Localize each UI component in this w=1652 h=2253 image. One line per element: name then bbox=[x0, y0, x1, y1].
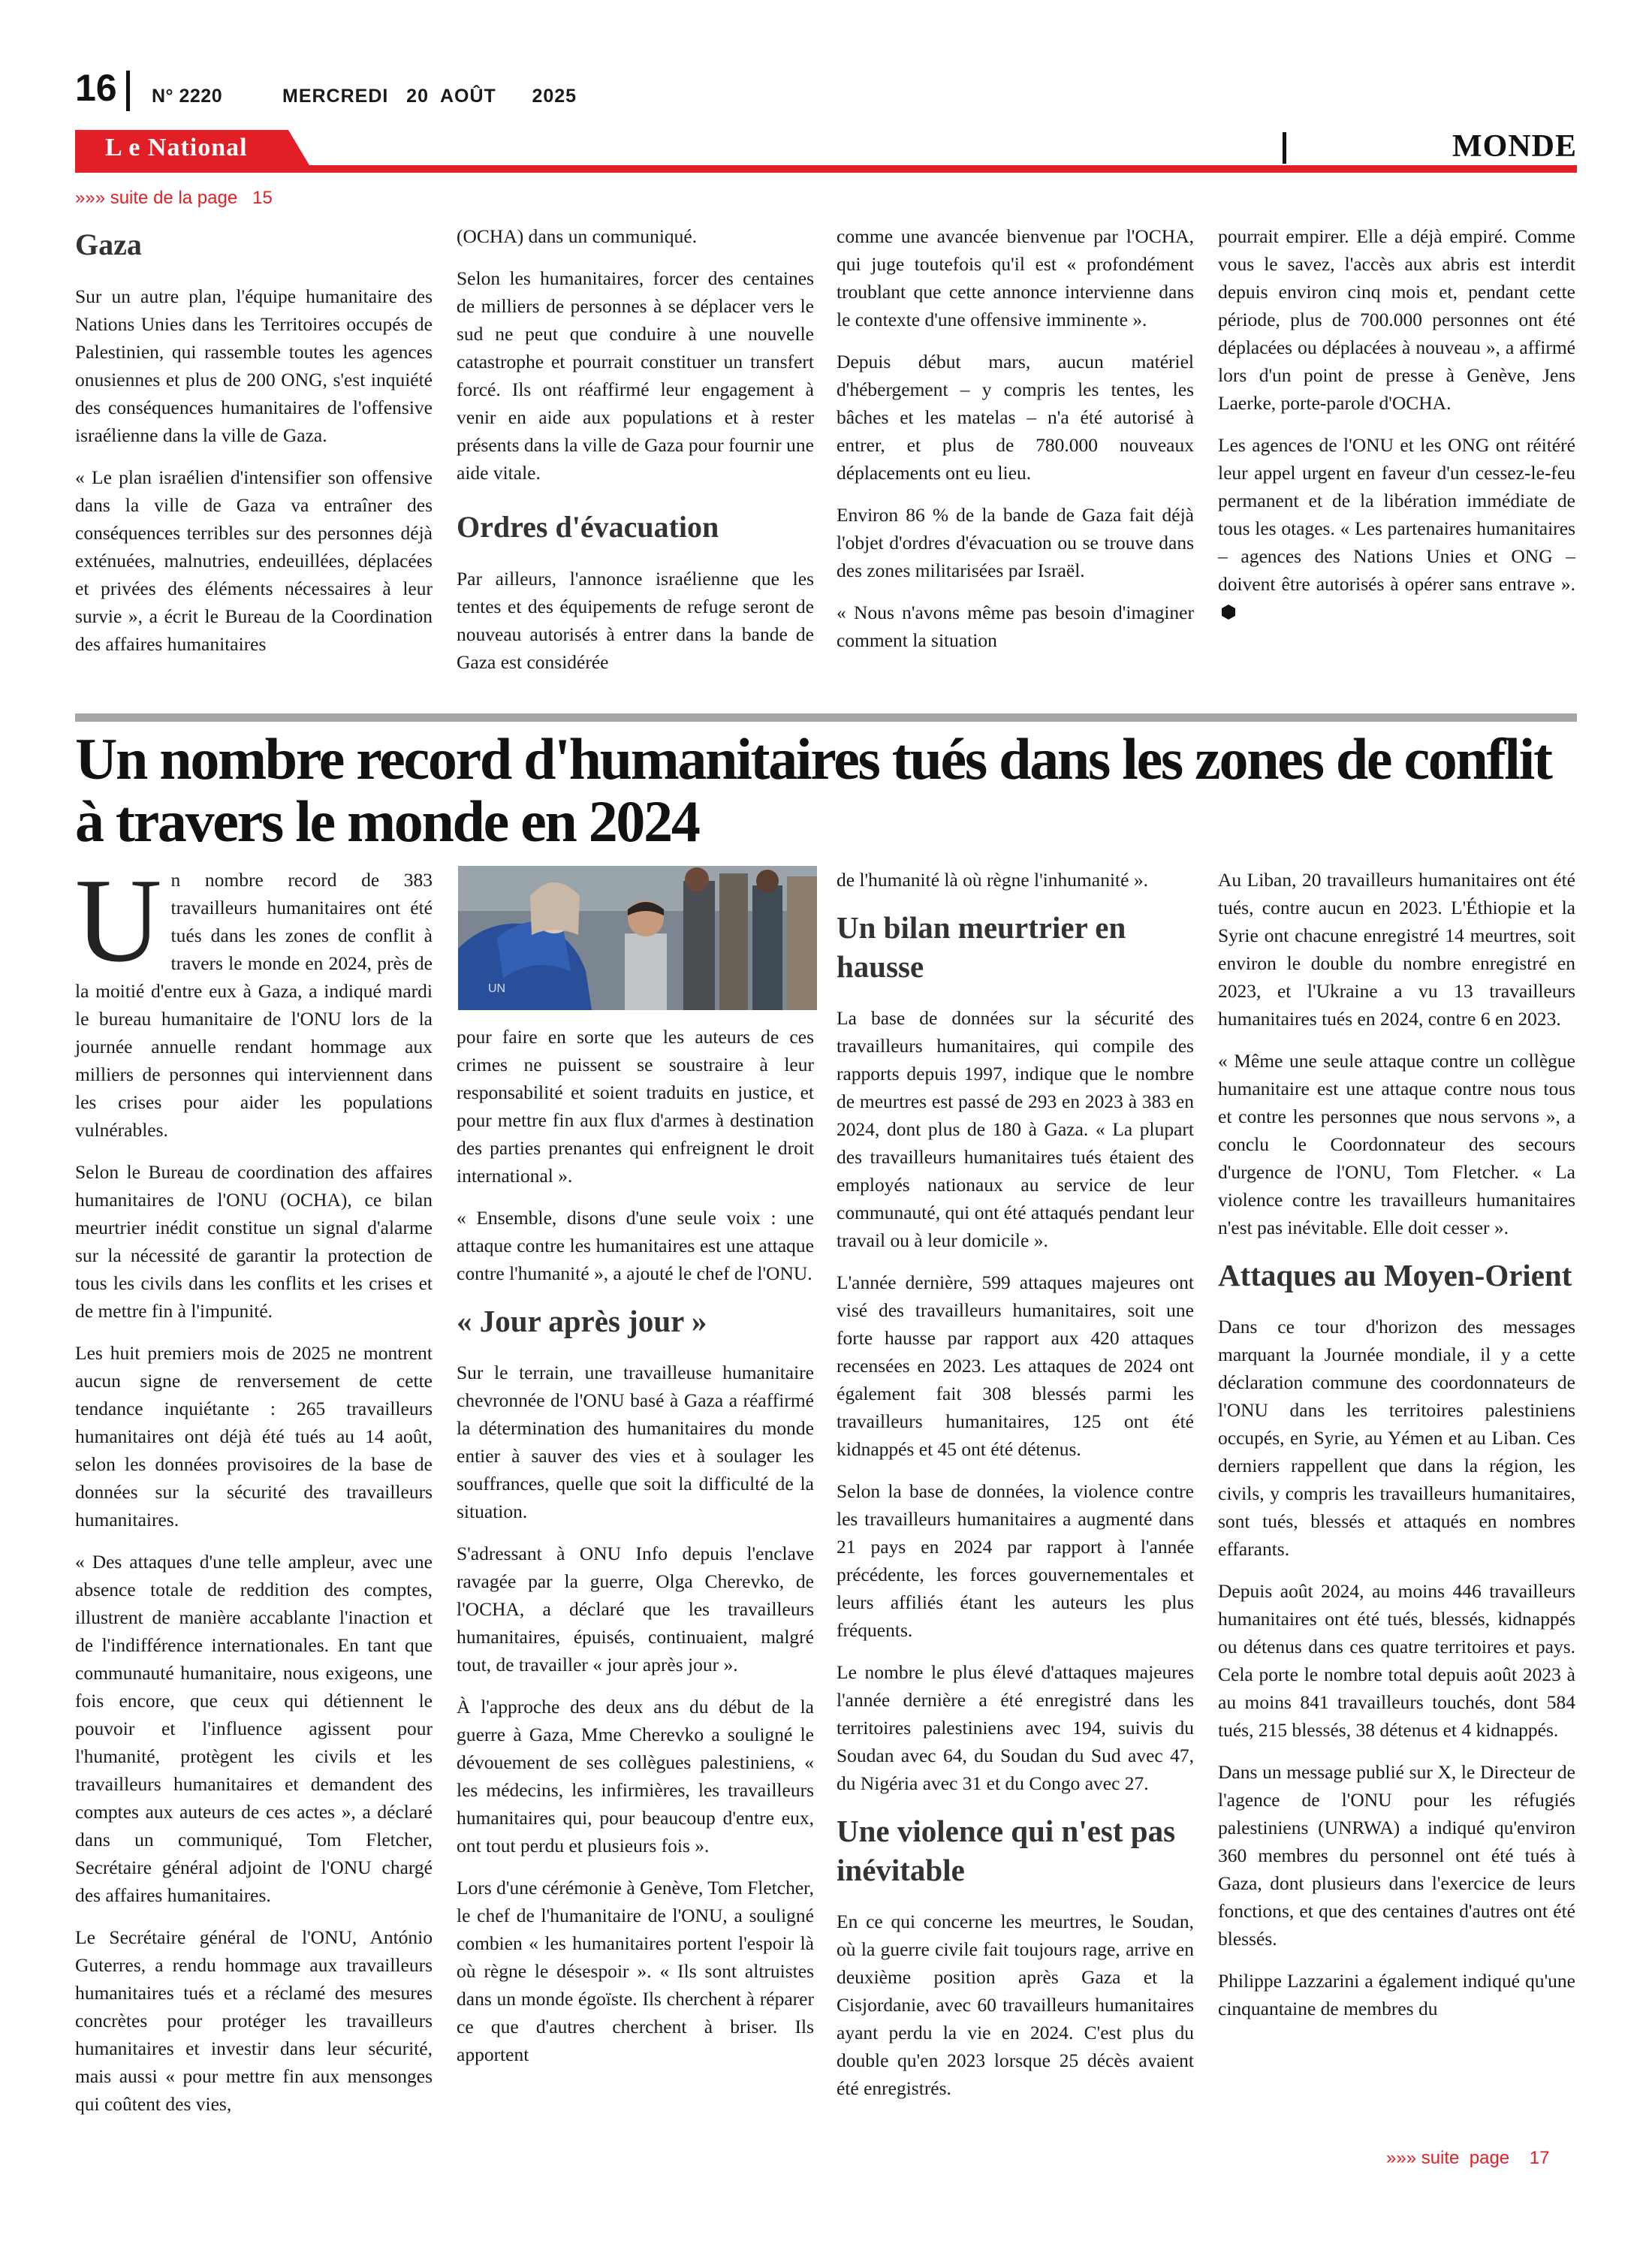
paragraph: S'adressant à ONU Info depuis l'enclave ravagée par la guerre, Olga Cherevko, de l'OCHA, a déclaré que les travailleurs humanitaires, épuisés, continuaient, malgré tout, de travailler « jour après jour ». bbox=[457, 1543, 814, 1675]
lead-text: n nombre record de 383 travailleurs humanitaires ont été tués dans les zones de conflit à travers le monde en 2024, près de la moitié d'entre eux à Gaza, a indiqué mardi le bureau humanitaire de l'ONU lors de la journée annuelle rendant hommage aux milliers de personnes qui interviennent dans les crises pour aider les populations vulnérables. bbox=[75, 869, 433, 1141]
bilan-heading: Un bilan meurtrier en hausse bbox=[837, 910, 1126, 984]
paragraph: L'année dernière, 599 attaques majeures ont visé des travailleurs humanitaires, soit une forte hausse par rapport aux 420 attaques recensées en 2023. Les attaques de 2024 ont également fait 308 blessés parmi les travailleurs humanitaires, 125 ont été kidnappés et 45 ont été détenus. bbox=[837, 1271, 1194, 1460]
continued-from: »»» suite de la page 15 bbox=[75, 188, 273, 208]
main-article-col-4 bbox=[1218, 866, 1575, 2037]
top-article-col-1 bbox=[75, 225, 433, 672]
evacuation-heading: Ordres d'évacuation bbox=[457, 510, 719, 544]
brand-name: L e National bbox=[105, 134, 248, 161]
paragraph: La base de données sur la sécurité des travailleurs humanitaires, qui compile des rapports depuis 1997, indique que le nombre de meurtres est passé de 293 en 2023 à 383 en 2024, dont plus de 180 à Gaza. « La plupart des travailleurs humanitaires tués étaient des employés nationaux au service de leur communauté, qui ont été attaqués pendant leur travail ou à leur domicile ». bbox=[837, 1007, 1194, 1251]
header-divider bbox=[126, 71, 130, 111]
article-separator bbox=[75, 713, 1577, 722]
paragraph-text: Les agences de l'ONU et les ONG ont réitéré leur appel urgent en faveur d'un cessez-le-feu permanent et de la libération immédiate de tous les otages. « Les partenaires humanitaires – agences des Nations Unies et ONG – doivent être autorisés à opérer sans entrave ». bbox=[1218, 434, 1575, 595]
moyen-orient-heading: Attaques au Moyen-Orient bbox=[1218, 1258, 1572, 1292]
paragraph: Selon les humanitaires, forcer des centaines de milliers de personnes à se déplacer vers le sud ne peut que conduire à une nouvelle catastrophe et pourrait constituer un transfert forcé. Ils ont réaffirmé leur engagement à venir en aide aux populations et à rester présents dans la ville de Gaza pour fournir une aide vitale. bbox=[457, 267, 814, 484]
top-article-col-3 bbox=[837, 222, 1194, 668]
paragraph: Le nombre le plus élevé d'attaques majeures l'année dernière a été enregistré dans les territoires palestiniens avec 194, suivis du Soudan avec 64, du Soudan du Sud avec 47, du Nigéria avec 31 et du Congo avec 27. bbox=[837, 1661, 1194, 1794]
main-headline: Un nombre record d'humanitaires tués dans les zones de conflit à travers le monde en 2024 bbox=[75, 726, 1551, 854]
header-rule bbox=[75, 165, 1577, 173]
paragraph: « Des attaques d'une telle ampleur, avec une absence totale de reddition des comptes, illustrent de manière accablante l'inaction et de l'indifférence internationales. En tant que communauté humanitaire, nous exigeons, une fois encore, que ceux qui détiennent le pouvoir et l'influence agissent pour l'humanité, protègent les civils et les travailleurs humanitaires et demandent des comptes aux auteurs de ces actes », a déclaré dans un communiqué, Tom Fletcher, Secrétaire général adjoint de l'ONU chargé des affaires humanitaires. bbox=[75, 1551, 433, 1906]
paragraph: pour faire en sorte que les auteurs de ces crimes ne puissent se soustraire à leur responsabilité et soient traduits en justice, et pour mettre fin aux flux d'armes à destination des parties prenantes qui enfreignent le droit international ». bbox=[457, 1026, 814, 1187]
main-article-col-1 bbox=[75, 853, 433, 2132]
section-title: MONDE bbox=[1452, 129, 1577, 164]
lead-paragraph bbox=[75, 853, 433, 1144]
main-article-col-3 bbox=[837, 866, 1194, 2116]
article-photo bbox=[458, 866, 817, 1010]
top-article-col-4 bbox=[1218, 222, 1575, 640]
paragraph: de l'humanité là où règne l'inhumanité ». bbox=[837, 869, 1148, 891]
section-divider bbox=[1283, 132, 1286, 164]
paragraph: « Le plan israélien d'intensifier son offensive dans la ville de Gaza va entraîner des conséquences terribles sur des personnes déjà exténuées, malnutries, endeuillées, déplacées et privées des éléments nécessaires à leur survie », a écrit le Bureau de la Coordination des affaires humanitaires bbox=[75, 466, 433, 655]
paragraph bbox=[1218, 431, 1575, 626]
humanitarian-worker-photo bbox=[458, 866, 817, 1010]
paragraph: Lors d'une cérémonie à Genève, Tom Fletcher, le chef de l'humanitaire de l'ONU, a souligné combien « les humanitaires portent l'espoir là où règne le désespoir ». « Ils sont altruistes dans un monde égoïste. Ils cherchent à réparer ce que d'autres cherchent à briser. Ils apportent bbox=[457, 1877, 814, 2065]
paragraph: Dans ce tour d'horizon des messages marquant la Journée mondiale, il y a cette déclaration commune des coordonnateurs de l'ONU dans les territoires palestiniens occupés, en Syrie, au Yémen et au Liban. Ces derniers rappellent que dans la région, les civils, y compris les travailleurs humanitaires, sont tués, blessés et attaqués en nombres effarants. bbox=[1218, 1316, 1575, 1560]
paragraph: Le Secrétaire général de l'ONU, António Guterres, a rendu hommage aux travailleurs humanitaires tués et a réclamé des mesures concrètes pour protéger les travailleurs humanitaires et investir dans leur sécurité, mais aussi « pour mettre fin aux mensonges qui coûtent des vies, bbox=[75, 1926, 433, 2115]
issue-number: N° 2220 bbox=[152, 86, 223, 107]
paragraph: Sur un autre plan, l'équipe humanitaire des Nations Unies dans les Territoires occupés de Palestinien, qui rassemble toutes les agences onusiennes et plus de 200 ONG, s'est inquiété des conséquences humanitaires de l'offensive israélienne dans la ville de Gaza. bbox=[75, 285, 433, 446]
jour-apres-jour-heading: « Jour après jour » bbox=[457, 1304, 707, 1338]
continued-to: »»» suite page 17 bbox=[1386, 2148, 1550, 2168]
paragraph: comme une avancée bienvenue par l'OCHA, qui juge toutefois qu'il est « profondément troublant que cette annonce intervienne dans le contexte d'une offensive imminente ». bbox=[837, 225, 1194, 330]
main-article-col-2 bbox=[457, 1023, 814, 2083]
paragraph: (OCHA) dans un communiqué. bbox=[457, 225, 698, 247]
top-article-col-2 bbox=[457, 222, 814, 690]
paragraph: Philippe Lazzarini a également indiqué qu'une cinquantaine de membres du bbox=[1218, 1970, 1575, 2019]
paragraph: Selon le Bureau de coordination des affaires humanitaires de l'ONU (OCHA), ce bilan meurtrier inédit constitue un signal d'alarme sur la nécessité de garantir la protection de tous les civils dans les conflits et les crises et de mettre fin à l'impunité. bbox=[75, 1161, 433, 1322]
paragraph: Les huit premiers mois de 2025 ne montrent aucun signe de renversement de cette tendance inquiétante : 265 travailleurs humanitaires ont déjà été tués au 14 août, selon les données provisoires de la base de données sur la sécurité des travailleurs humanitaires. bbox=[75, 1342, 433, 1531]
end-mark-icon bbox=[1221, 605, 1236, 620]
paragraph: En ce qui concerne les meurtres, le Soudan, où la guerre civile fait toujours rage, arrive en deuxième position après Gaza et la Cisjordanie, avec 60 travailleurs humanitaires ayant perdu la vie en 2024. C'est plus du double qu'en 2023 lorsque 25 décès avaient été enregistrés. bbox=[837, 1911, 1194, 2099]
paragraph: pourrait empirer. Elle a déjà empiré. Comme vous le savez, l'accès aux abris est interdit depuis environ cinq mois et, pendant cette période, plus de 700.000 personnes ont été déplacées ou déplacées à nouveau », a affirmé lors d'un point de presse à Genève, Jens Laerke, porte-parole d'OCHA. bbox=[1218, 225, 1575, 414]
paragraph: « Ensemble, disons d'une seule voix : une attaque contre les humanitaires est une attaque contre l'humanité », a ajouté le chef de l'ONU. bbox=[457, 1207, 814, 1284]
paragraph: « Nous n'avons même pas besoin d'imaginer comment la situation bbox=[837, 602, 1194, 651]
paragraph: Depuis début mars, aucun matériel d'hébergement – y compris les tentes, les bâches et les matelas – n'a été autorisé à entrer, et plus de 780.000 nouveaux déplacements ont eu lieu. bbox=[837, 351, 1194, 484]
gaza-heading: Gaza bbox=[75, 228, 142, 261]
violence-heading: Une violence qui n'est pas inévitable bbox=[837, 1814, 1176, 1887]
page-number: 16 bbox=[75, 67, 117, 109]
paragraph: Sur le terrain, une travailleuse humanitaire chevronnée de l'ONU basé à Gaza a réaffirmé la détermination des humanitaires du monde entier à sauver des vies et à soulager les souffrances, quelle que soit la difficulté de la situation. bbox=[457, 1362, 814, 1522]
paragraph: Selon la base de données, la violence contre les travailleurs humanitaires a augmenté dans 21 pays en 2024 par rapport à l'année précédente, les forces gouvernementales et leurs affiliés étant les auteurs les plus fréquents. bbox=[837, 1480, 1194, 1641]
paragraph: « Même une seule attaque contre un collègue humanitaire est une attaque contre nous tous et contre les personnes que nous servons », a conclu le Coordonnateur des secours d'urgence de l'ONU, Tom Fletcher. « La violence contre les travailleurs humanitaires n'est pas inévitable. Elle doit cesser ». bbox=[1218, 1050, 1575, 1238]
paragraph: Depuis août 2024, au moins 446 travailleurs humanitaires ont été tués, blessés, kidnappés ou détenus dans ces quatre territoires et pays. Cela porte le nombre total depuis août 2023 à au moins 841 travailleurs touchés, dont 584 tués, 215 blessés, 38 détenus et 4 kidnappés. bbox=[1218, 1580, 1575, 1741]
svg-text:UN: UN bbox=[488, 982, 506, 995]
paragraph: Dans un message publié sur X, le Directeur de l'agence de l'ONU pour les réfugiés palestiniens (UNRWA) a indiqué qu'environ 360 membres du personnel ont été tués à Gaza, dont plusieurs dans l'exercice de leurs fonctions, et que des centaines d'autres ont été blessés. bbox=[1218, 1761, 1575, 1950]
issue-date: MERCREDI 20 AOÛT 2025 bbox=[282, 86, 577, 107]
paragraph: Au Liban, 20 travailleurs humanitaires ont été tués, contre aucun en 2023. L'Éthiopie et la Syrie ont chacune enregistré 14 meurtres, soit environ le double du nombre enregistré en 2023, et l'Ukraine a vu 13 travailleurs humanitaires tués en 2024, contre 6 en 2023. bbox=[1218, 869, 1575, 1030]
paragraph: Environ 86 % de la bande de Gaza fait déjà l'objet d'ordres d'évacuation ou se trouve dans des zones militarisées par Israël. bbox=[837, 504, 1194, 581]
drop-cap: U bbox=[75, 853, 162, 987]
paragraph: À l'approche des deux ans du début de la guerre à Gaza, Mme Cherevko a souligné le dévouement de ses collègues palestiniens, « les médecins, les infirmières, les travailleurs humanitaires qui, pour beaucoup d'entre eux, ont tout perdu et plusieurs fois ». bbox=[457, 1696, 814, 1856]
paragraph: Par ailleurs, l'annonce israélienne que les tentes et des équipements de refuge seront de nouveau autorisés à entrer dans la bande de Gaza est considérée bbox=[457, 568, 814, 673]
